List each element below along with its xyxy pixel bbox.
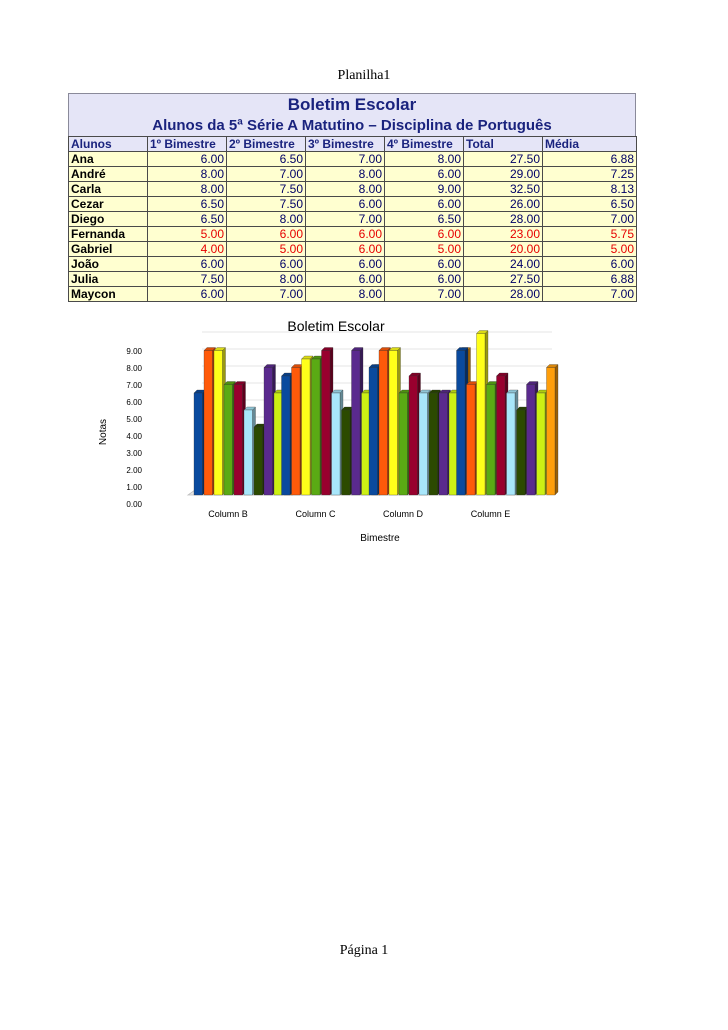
grade-cell[interactable]: 5.75 [543,227,637,242]
grade-cell[interactable]: 7.25 [543,167,637,182]
grade-cell[interactable]: 7.00 [306,152,385,167]
y-tick-label: 8.00 [126,364,142,373]
grade-cell[interactable]: 6.00 [543,257,637,272]
grade-cell[interactable]: 8.00 [148,182,227,197]
grade-cell[interactable]: 5.00 [148,227,227,242]
student-name-cell[interactable]: Gabriel [69,242,148,257]
grade-cell[interactable]: 6.50 [543,197,637,212]
student-name-cell[interactable]: André [69,167,148,182]
grade-cell[interactable]: 8.00 [385,152,464,167]
grade-cell[interactable]: 6.00 [385,257,464,272]
sheet-title: Boletim Escolar [68,93,636,116]
column-header[interactable]: 4º Bimestre [385,137,464,152]
student-name-cell[interactable]: Fernanda [69,227,148,242]
table-row [69,167,637,182]
bar [497,373,509,495]
x-tick-label: Column B [208,509,248,519]
column-header[interactable]: 3º Bimestre [306,137,385,152]
bar [352,348,364,496]
grade-cell[interactable]: 8.00 [306,287,385,302]
bar [467,382,479,496]
grade-cell[interactable]: 6.50 [148,212,227,227]
y-tick-label: 1.00 [126,483,142,492]
column-header[interactable]: 2º Bimestre [227,137,306,152]
grade-cell[interactable]: 6.00 [148,257,227,272]
grade-cell[interactable]: 6.00 [148,152,227,167]
grade-cell[interactable]: 5.00 [227,242,306,257]
bar [399,390,411,495]
table-header-row [69,137,637,152]
bar [254,424,266,495]
student-name-cell[interactable]: Diego [69,212,148,227]
grade-cell[interactable]: 6.00 [306,227,385,242]
grade-cell[interactable]: 24.00 [464,257,543,272]
bar [342,407,354,495]
bar [477,331,489,496]
bar [322,348,334,496]
table-row [69,287,637,302]
y-tick-label: 4.00 [126,432,142,441]
grade-cell[interactable]: 6.50 [227,152,306,167]
table-row [69,197,637,212]
bar [537,390,549,495]
table-row [69,272,637,287]
page-footer: Página 1 [339,943,389,958]
y-tick-label: 6.00 [126,398,142,407]
spreadsheet [68,93,636,302]
grade-cell[interactable]: 7.00 [385,287,464,302]
grade-cell[interactable]: 8.00 [148,167,227,182]
x-axis-label: Bimestre [360,533,400,544]
y-tick-label: 9.00 [126,347,142,356]
grade-cell[interactable]: 6.00 [306,242,385,257]
bar [379,348,391,496]
bar-chart [68,310,638,550]
y-tick-label: 0.00 [126,500,142,509]
grade-cell[interactable]: 6.00 [385,227,464,242]
bar [457,348,469,496]
bar [439,390,451,495]
grade-cell[interactable]: 6.00 [306,197,385,212]
grade-cell[interactable]: 8.00 [306,167,385,182]
bar [214,348,226,496]
grade-cell[interactable]: 8.00 [227,212,306,227]
chart-title: Boletim Escolar [287,318,385,334]
bar [429,390,441,495]
grade-cell[interactable]: 4.00 [148,242,227,257]
bar [369,365,381,496]
grade-cell[interactable]: 6.88 [543,152,637,167]
grade-cell[interactable]: 6.00 [306,272,385,287]
grade-cell[interactable]: 7.50 [227,197,306,212]
table-row [69,227,637,242]
bar [204,348,216,496]
grade-cell[interactable]: 5.00 [543,242,637,257]
x-tick-label: Column D [382,509,424,519]
grade-cell[interactable]: 8.13 [543,182,637,197]
grade-cell[interactable]: 9.00 [385,182,464,197]
grade-cell[interactable]: 7.00 [306,212,385,227]
grade-cell[interactable]: 7.00 [227,287,306,302]
y-tick-label: 5.00 [126,415,142,424]
grade-cell[interactable]: 7.00 [227,167,306,182]
grade-cell[interactable]: 6.88 [543,272,637,287]
grade-cell[interactable]: 6.00 [227,227,306,242]
grade-cell[interactable]: 7.00 [543,287,637,302]
table-row [69,152,637,167]
grade-cell[interactable]: 20.00 [464,242,543,257]
x-tick-label: Column E [470,509,511,519]
grade-cell[interactable]: 7.50 [148,272,227,287]
student-name-cell[interactable]: João [69,257,148,272]
bar [264,365,276,496]
chart-container [68,310,638,550]
bar [194,390,206,495]
grade-cell[interactable]: 27.50 [464,152,543,167]
bar [234,382,246,496]
grade-cell[interactable]: 6.00 [148,287,227,302]
bar [547,365,559,496]
bar [332,390,344,495]
grade-cell[interactable]: 28.00 [464,212,543,227]
bar [302,356,314,495]
bar [389,348,401,496]
student-name-cell[interactable]: Ana [69,152,148,167]
grade-cell[interactable]: 26.00 [464,197,543,212]
grade-cell[interactable]: 27.50 [464,272,543,287]
grade-cell[interactable]: 6.00 [385,272,464,287]
student-name-cell[interactable]: Maycon [69,287,148,302]
table-row [69,212,637,227]
grade-cell[interactable]: 7.50 [227,182,306,197]
table-row [69,242,637,257]
bar [507,390,519,495]
column-header[interactable]: 1º Bimestre [148,137,227,152]
column-header[interactable]: Alunos [69,137,148,152]
y-tick-label: 7.00 [126,381,142,390]
bar [487,382,499,496]
table-row [69,182,637,197]
grades-table [68,136,637,302]
grade-cell[interactable]: 5.00 [385,242,464,257]
bar [312,356,324,495]
student-name-cell[interactable]: Carla [69,182,148,197]
bar [517,407,529,495]
grade-cell[interactable]: 6.50 [385,212,464,227]
sheet-subtitle: Alunos da 5ª Série A Matutino – Disciplina de Português [68,116,636,136]
bar [282,373,294,495]
column-header[interactable]: Média [543,137,637,152]
table-row [69,257,637,272]
bar [292,365,304,496]
student-name-cell[interactable]: Julia [69,272,148,287]
bar [527,382,539,496]
grade-cell[interactable]: 7.00 [543,212,637,227]
y-tick-label: 3.00 [126,449,142,458]
bar [419,390,431,495]
grade-cell[interactable]: 8.00 [227,272,306,287]
grade-cell[interactable]: 6.00 [227,257,306,272]
student-name-cell[interactable]: Cezar [69,197,148,212]
grade-cell[interactable]: 6.00 [385,167,464,182]
grade-cell[interactable]: 6.00 [385,197,464,212]
y-axis-label: Notas [98,418,109,446]
y-tick-label: 2.00 [126,466,142,475]
grade-cell[interactable]: 32.50 [464,182,543,197]
grade-cell[interactable]: 6.00 [306,257,385,272]
grade-cell[interactable]: 23.00 [464,227,543,242]
column-header[interactable]: Total [464,137,543,152]
grade-cell[interactable]: 29.00 [464,167,543,182]
x-tick-label: Column C [295,509,336,519]
grade-cell[interactable]: 8.00 [306,182,385,197]
grade-cell[interactable]: 28.00 [464,287,543,302]
bar [244,407,256,495]
bar [409,373,421,495]
grade-cell[interactable]: 6.50 [148,197,227,212]
bar [224,382,236,496]
page-header: Planilha1 [337,68,391,83]
